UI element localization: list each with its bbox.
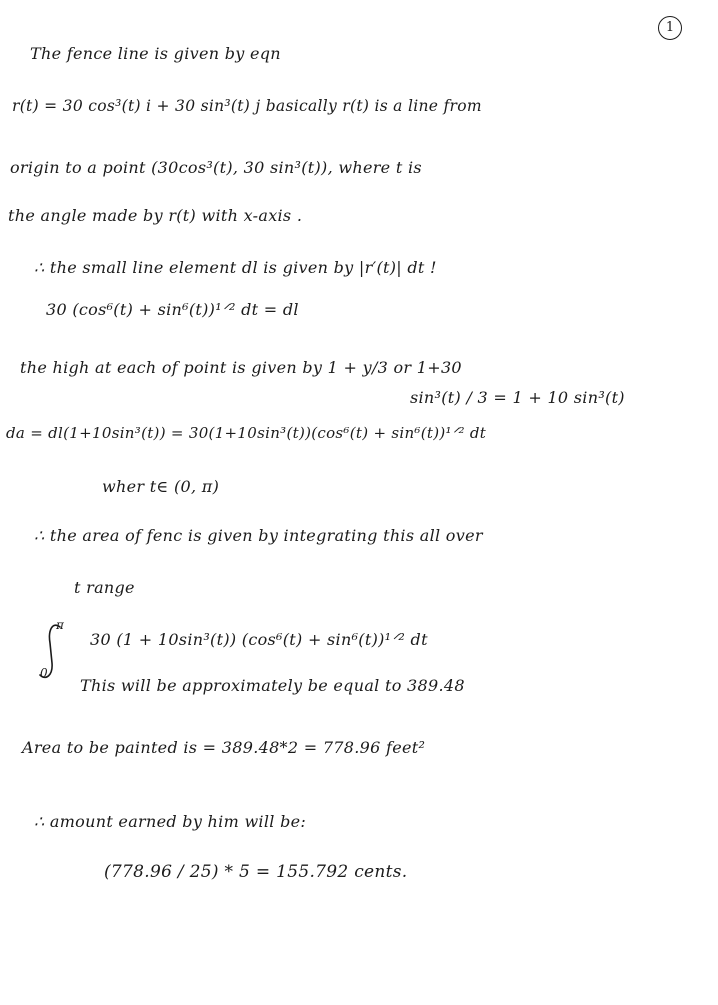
text-line-14: This will be approximately be equal to 389.48 (80, 676, 465, 695)
text-line-4: the angle made by r(t) with x-axis . (8, 206, 303, 225)
text-line-15: Area to be painted is = 389.48*2 = 778.96 feet² (22, 738, 426, 757)
text-line-8: sin³(t) / 3 = 1 + 10 sin³(t) (410, 388, 625, 407)
text-line-13: 30 (1 + 10sin³(t)) (cos⁶(t) + sin⁶(t))¹ᐟ² dt (90, 630, 428, 649)
integral-lower-limit: 0 (40, 666, 48, 680)
text-line-1: The fence line is given by eqn (30, 44, 281, 63)
page-number: 1 (658, 16, 682, 40)
text-line-10: wher t∈ (0, π) (102, 477, 220, 496)
text-line-9: da = dl(1+10sin³(t)) = 30(1+10sin³(t))(cos⁶(t) + sin⁶(t))¹ᐟ² dt (6, 424, 487, 442)
text-line-5: ∴ the small line element dl is given by |r′(t)| dt ! (34, 258, 437, 277)
text-line-16: ∴ amount earned by him will be: (34, 812, 307, 831)
text-line-6: 30 (cos⁶(t) + sin⁶(t))¹ᐟ² dt = dl (46, 300, 299, 319)
text-line-3: origin to a point (30cos³(t), 30 sin³(t)), where t is (10, 158, 422, 177)
text-line-2: r(t) = 30 cos³(t) i + 30 sin³(t) j basically r(t) is a line from (12, 97, 482, 115)
text-line-11: ∴ the area of fenc is given by integrating this all over (34, 526, 483, 545)
integral-upper-limit: π (56, 618, 64, 632)
text-line-17: (778.96 / 25) * 5 = 155.792 cents. (104, 862, 408, 882)
text-line-7: the high at each of point is given by 1 + y/3 or 1+30 (20, 358, 462, 377)
text-line-12: t range (74, 578, 135, 597)
